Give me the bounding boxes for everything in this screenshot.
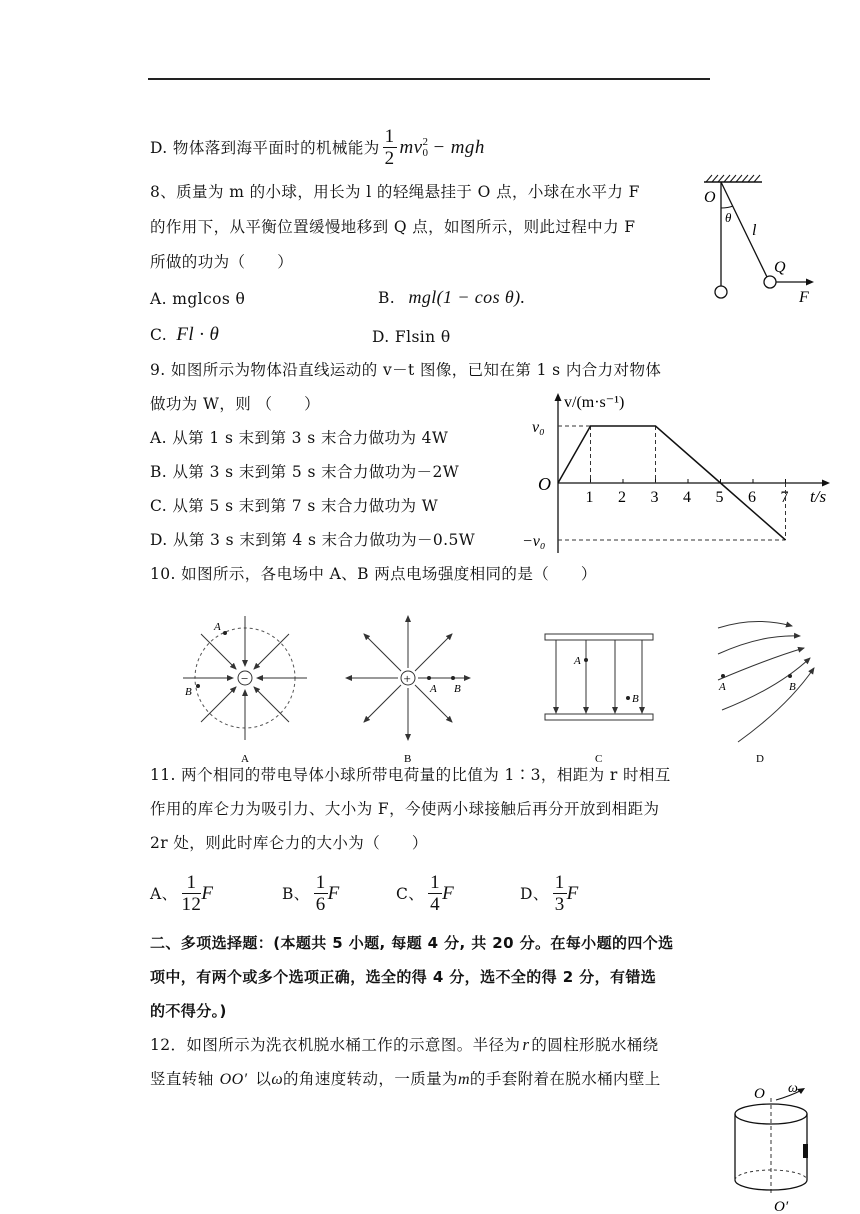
figure-label-c: C (595, 753, 603, 765)
q11-line3: 2r 处，则此时库仑力的大小为（ ） (150, 834, 428, 852)
vt-chart (520, 385, 850, 560)
label-theta: θ (725, 210, 732, 225)
q11-option-c: C、 $\frac{1}{4}$ F (396, 871, 455, 915)
q9-option-d: D. 从第 3 s 末到第 4 s 末合力做功为－0.5W (150, 531, 476, 549)
field-figure-c (545, 634, 653, 765)
q9-option-c: C. 从第 5 s 末到第 7 s 末合力做功为 W (150, 497, 439, 515)
svg-text:B: B (789, 681, 796, 693)
q11-option-a: A、 $\frac{1}{12}$ F (150, 871, 214, 915)
field-figure-a (183, 616, 307, 765)
figure-label-b: B (404, 753, 412, 765)
y-tick-label: v₀ (532, 419, 545, 436)
x-tick-label: 3 (650, 489, 659, 506)
x-tick-label: 6 (748, 489, 756, 506)
label-o-top: O (754, 1086, 765, 1102)
spin-drum-figure (726, 1080, 836, 1214)
svg-text:A: A (574, 655, 581, 667)
q9-line1: 9. 如图所示为物体沿直线运动的 v－t 图像，已知在第 1 s 内合力对物体 (150, 361, 662, 379)
q11-line1: 11. 两个相同的带电导体小球所带电荷量的比值为 1∶3，相距为 r 时相互 (150, 766, 671, 784)
header-rule (148, 78, 710, 80)
svg-text:−: − (241, 671, 249, 686)
svg-text:B: B (632, 693, 639, 705)
q9-option-a: A. 从第 1 s 末到第 3 s 末合力做功为 4W (150, 429, 449, 447)
section2-line3: 的不得分。) (150, 1002, 227, 1020)
q11-line2: 作用的库仑力为吸引力、大小为 F，今使两小球接触后再分开放到相距为 (150, 800, 660, 818)
q9-option-b: B. 从第 3 s 末到第 5 s 末合力做功为－2W (150, 463, 460, 481)
efield-figures (170, 606, 820, 768)
x-tick-label: 2 (618, 489, 626, 506)
ball-equilibrium (715, 286, 727, 298)
origin-label: O (538, 474, 551, 494)
q8-option-a: A. mglcos θ (150, 290, 246, 308)
q8-line2: 的作用下，从平衡位置缓慢地移到 Q 点，如图所示，则此过程中力 F (150, 218, 636, 236)
svg-text:+: + (403, 671, 411, 686)
tilted-string (721, 182, 767, 277)
q8-line1: 8、质量为 m 的小球，用长为 l 的轻绳悬挂于 O 点，小球在水平力 F (150, 183, 640, 201)
label-q: Q (774, 259, 786, 276)
label-o: O (704, 189, 716, 206)
pendulum-figure (696, 170, 826, 310)
x-tick-label: 4 (683, 489, 691, 506)
q11-option-b: B、 $\frac{1}{6}$ F (282, 871, 340, 915)
q11-options (150, 868, 630, 920)
x-tick-label: 1 (585, 489, 594, 506)
ball-q (764, 276, 776, 288)
x-tick-label: 7 (780, 489, 789, 506)
figure-label-d: D (756, 753, 764, 765)
q11-option-d: D、 $\frac{1}{3}$ F (520, 871, 579, 915)
figure-label-a: A (241, 753, 249, 765)
label-f: F (799, 289, 809, 306)
q8-option-d: D. Flsin θ (372, 328, 451, 346)
glove (803, 1144, 808, 1158)
q8-option-c: C. Fl · θ (150, 324, 220, 345)
svg-text:B: B (454, 683, 461, 695)
q7-option-d: D. 物体落到海平面时的机械能为 $\frac{1}{2}$ mv 2 0 − mgh (150, 125, 485, 169)
x-axis-label: t/s (810, 487, 827, 506)
q10-line1: 10. 如图所示，各电场中 A、B 两点电场强度相同的是（ ） (150, 565, 597, 583)
svg-text:A: A (430, 683, 437, 695)
q12-line2: 竖直转轴 OO′ 以ω的角速度转动，一质量为m的手套附着在脱水桶内壁上 (150, 1070, 661, 1088)
label-o-bottom: O′ (774, 1199, 789, 1214)
field-figure-b (346, 616, 470, 765)
x-tick-label: 5 (715, 489, 724, 506)
section2-line1: 二、多项选择题：(本题共 5 小题, 每题 4 分, 共 20 分。在每小题的四个选 (150, 934, 674, 952)
q8-line3: 所做的功为（ ） (150, 253, 294, 271)
point-b-label: B (185, 686, 192, 698)
y-tick-label: −v₀ (522, 533, 546, 550)
svg-text:A: A (719, 681, 726, 693)
label-l: l (752, 222, 757, 239)
y-axis-label: v/(m·s⁻¹) (564, 394, 625, 411)
q7-fraction: $\frac{1}{2}$ (384, 125, 395, 169)
section2-line2: 项中，有两个或多个选项正确，选全的得 4 分，选不全的得 2 分，有错选 (150, 968, 657, 986)
point-a-label: A (214, 621, 221, 633)
label-omega: ω (788, 1081, 798, 1096)
q9-line2: 做功为 W，则 （ ） (150, 395, 321, 413)
q8-option-b: B. mgl(1 − cos θ). (378, 287, 526, 307)
q12-line1: 12．如图所示为洗衣机脱水桶工作的示意图。半径为 r 的圆柱形脱水桶绕 (150, 1035, 659, 1054)
field-figure-d (718, 621, 814, 765)
